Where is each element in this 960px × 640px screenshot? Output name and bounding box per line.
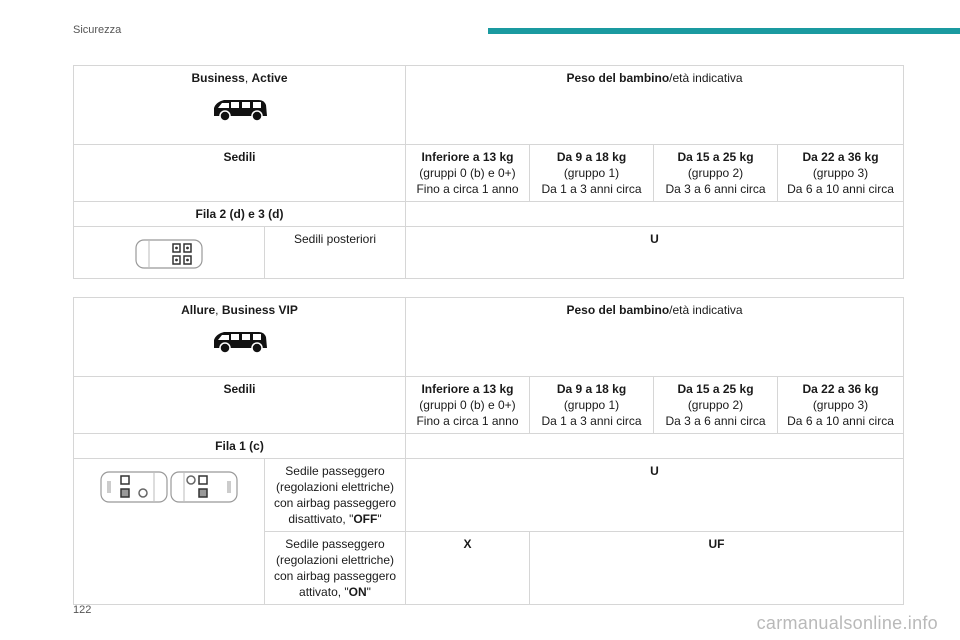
value-cell-airbag-on-groups-1-3: UF (530, 532, 904, 605)
seat-plan-cell (74, 227, 265, 279)
row-label: Fila 1 (c) (74, 434, 406, 459)
column-header-weight-9-18: Da 9 a 18 kg (gruppo 1) Da 1 a 3 anni circa (530, 145, 654, 202)
value-cell-airbag-off: U (406, 459, 904, 532)
seat-plan-cell (74, 459, 265, 605)
column-header-weight-9-18: Da 9 a 18 kg (gruppo 1) Da 1 a 3 anni circa (530, 377, 654, 434)
van-side-icon (211, 96, 269, 122)
value-cell-airbag-on-group-0: X (406, 532, 530, 605)
child-seat-table-allure-business-vip (73, 297, 904, 605)
seat-description-airbag-off: Sedile passeggero (regolazioni elettriche) con airbag passeggero disattivato, "OFF" (265, 459, 406, 532)
seat-description: Sedili posteriori (265, 227, 406, 279)
seats-label: Sedili (74, 377, 406, 434)
header-accent-bar (488, 28, 960, 34)
column-header-weight-15-25: Da 15 a 25 kg (gruppo 2) Da 3 a 6 anni circa (654, 377, 778, 434)
value-cell: U (406, 227, 904, 279)
row-label: Fila 2 (d) e 3 (d) (74, 202, 406, 227)
column-header-weight-0-13: Inferiore a 13 kg (gruppi 0 (b) e 0+) Fino a circa 1 anno (406, 145, 530, 202)
version-header-cell (74, 298, 406, 377)
rear-seats-plan-icon (134, 237, 204, 271)
weight-header-cell: Peso del bambino/età indicativa (406, 66, 904, 145)
section-label: Sicurezza (73, 24, 122, 36)
column-header-weight-0-13: Inferiore a 13 kg (gruppi 0 (b) e 0+) Fino a circa 1 anno (406, 377, 530, 434)
seat-description-airbag-on: Sedile passeggero (regolazioni elettriche) con airbag passeggero attivato, "ON" (265, 532, 406, 605)
watermark: carmanualsonline.info (756, 613, 938, 633)
column-header-weight-22-36: Da 22 a 36 kg (gruppo 3) Da 6 a 10 anni circa (778, 145, 904, 202)
front-passenger-seat-plan-icon (99, 469, 239, 505)
version-title: Allure, Business VIP (181, 303, 298, 317)
column-header-weight-22-36: Da 22 a 36 kg (gruppo 3) Da 6 a 10 anni circa (778, 377, 904, 434)
seats-label: Sedili (74, 145, 406, 202)
version-header-cell (74, 66, 406, 145)
van-side-icon (211, 328, 269, 354)
child-seat-table-business-active (73, 65, 904, 279)
column-header-weight-15-25: Da 15 a 25 kg (gruppo 2) Da 3 a 6 anni circa (654, 145, 778, 202)
page-number: 122 (73, 604, 92, 616)
version-title: Business, Active (191, 71, 288, 85)
weight-header-cell: Peso del bambino/età indicativa (406, 298, 904, 377)
